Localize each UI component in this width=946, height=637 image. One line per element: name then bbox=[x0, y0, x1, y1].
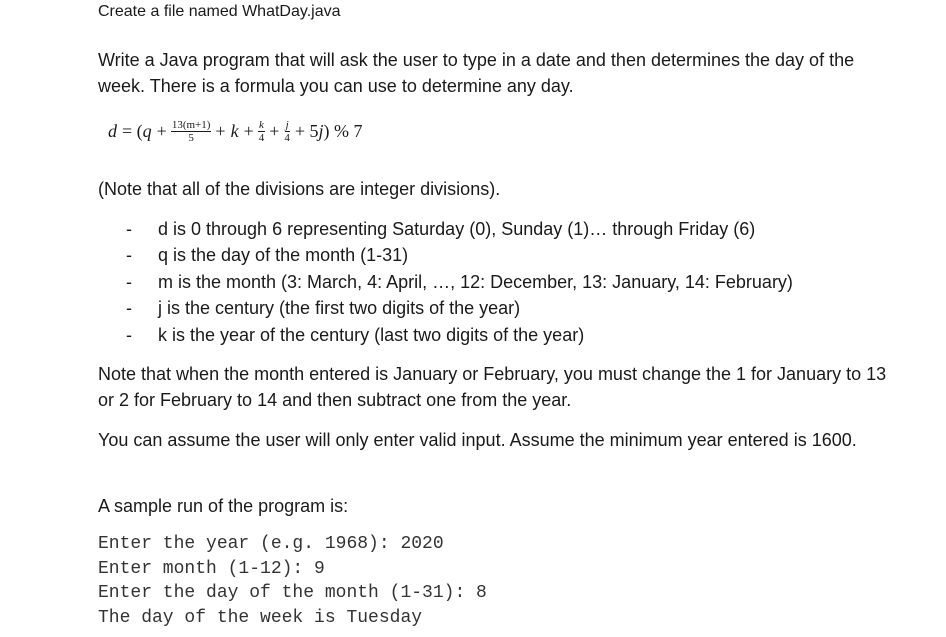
bullet-marker: - bbox=[126, 219, 132, 239]
formula-plus-2: + bbox=[215, 121, 226, 141]
sample-run-heading: A sample run of the program is: bbox=[98, 496, 349, 516]
formula-plus-4: + bbox=[269, 121, 280, 141]
integer-division-note: (Note that all of the divisions are integer divisions). bbox=[98, 179, 501, 199]
month-adjust-paragraph: Note that when the month entered is January or February, you must change the 1 for January to 13 or 2 for February to 14 and then subtract one from the year. bbox=[98, 364, 887, 410]
code-line: Enter the day of the month (1-31): 8 bbox=[98, 583, 487, 603]
fraction-denominator: 5 bbox=[188, 131, 194, 144]
bullet-marker: - bbox=[126, 245, 132, 266]
bullet-marker: - bbox=[126, 324, 132, 345]
fraction-denominator: 4 bbox=[258, 131, 265, 144]
list-item bbox=[98, 269, 793, 295]
day-formula bbox=[108, 118, 363, 144]
list-item-text: k is the year of the century (last two digits of the year) bbox=[158, 324, 585, 345]
valid-input-paragraph: You can assume the user will only enter valid input. Assume the minimum year entered is 1600. bbox=[98, 430, 857, 450]
formula-fraction-13m1-over-5 bbox=[171, 119, 212, 144]
formula-j: j bbox=[318, 121, 324, 141]
list-item-text: d is 0 through 6 representing Saturday (0), Sunday (1)… through Friday (6) bbox=[158, 219, 756, 239]
fraction-numerator: k bbox=[259, 118, 264, 131]
code-line: Enter the year (e.g. 1968): 2020 bbox=[98, 534, 444, 554]
formula-plus-1: + bbox=[156, 121, 167, 141]
formula-d: d bbox=[108, 121, 117, 141]
code-line: Enter month (1-12): 9 bbox=[98, 558, 325, 579]
fraction-denominator: 4 bbox=[284, 131, 290, 144]
formula-plus-3: + bbox=[243, 121, 254, 141]
list-item bbox=[98, 242, 793, 268]
formula-q: q bbox=[142, 121, 152, 141]
variable-list bbox=[98, 216, 793, 348]
list-item-text: j is the century (the first two digits of the year) bbox=[158, 298, 521, 319]
fraction-numerator: 13(m+1) bbox=[171, 118, 211, 131]
sample-run-output bbox=[98, 532, 487, 630]
formula-k: k bbox=[230, 121, 239, 141]
formula-plus-5: + 5 bbox=[294, 121, 319, 141]
list-item-text: q is the day of the month (1-31) bbox=[158, 245, 409, 266]
bullet-marker: - bbox=[126, 298, 132, 319]
code-line: The day of the week is Tuesday bbox=[98, 607, 423, 628]
fraction-numerator: j bbox=[285, 118, 289, 131]
list-item bbox=[98, 322, 793, 348]
list-item-text: m is the month (3: March, 4: April, …, 12: December, 13: January, 14: February) bbox=[158, 271, 793, 292]
formula-fraction-k-over-4 bbox=[258, 119, 266, 144]
formula-tail: ) % 7 bbox=[323, 121, 363, 141]
list-item bbox=[98, 216, 793, 242]
formula-eq: = ( bbox=[122, 121, 143, 141]
list-item bbox=[98, 295, 793, 321]
intro-paragraph: Write a Java program that will ask the user to type in a date and then determines the day of the week. There is a formula you can use to determine any day. bbox=[98, 50, 855, 96]
bullet-marker: - bbox=[126, 271, 132, 292]
formula-fraction-j-over-4 bbox=[283, 119, 291, 144]
document-title: Create a file named WhatDay.java bbox=[98, 3, 341, 20]
